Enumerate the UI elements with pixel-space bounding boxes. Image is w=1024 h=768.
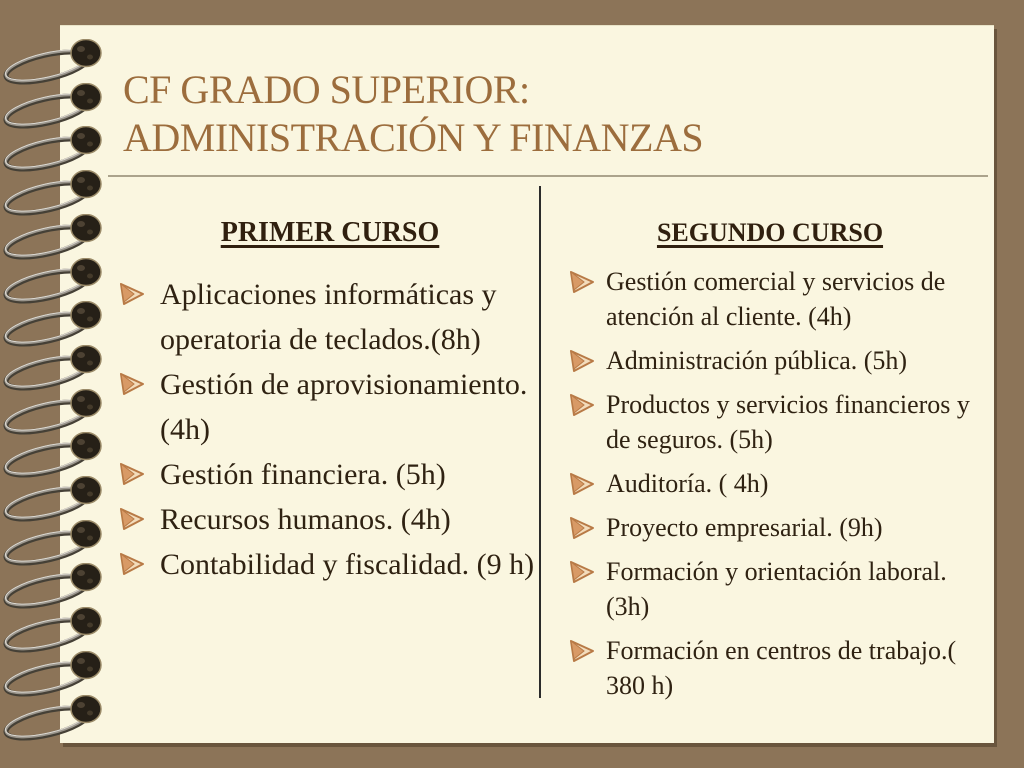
list-item <box>118 452 542 497</box>
list-item <box>118 272 542 362</box>
segundo-curso-list <box>568 264 972 703</box>
list-item-text: Administración pública. (5h) <box>606 346 908 375</box>
arrowhead-bullet-icon <box>118 281 146 307</box>
arrowhead-bullet-icon <box>568 559 596 585</box>
list-item-text: Gestión de aprovisionamiento. (4h) <box>160 368 528 446</box>
list-item-text: Proyecto empresarial. (9h) <box>606 513 883 542</box>
title-divider-rule <box>108 175 988 177</box>
list-item-text: Auditoría. ( 4h) <box>606 469 769 498</box>
slide-title-line2: ADMINISTRACIÓN Y FINANZAS <box>123 115 704 160</box>
notebook-page <box>60 25 994 743</box>
list-item-text: Formación en centros de trabajo.( 380 h) <box>606 636 957 700</box>
arrowhead-bullet-icon <box>568 471 596 497</box>
arrowhead-bullet-icon <box>568 269 596 295</box>
arrowhead-bullet-icon <box>118 461 146 487</box>
list-item-text: Contabilidad y fiscalidad. (9 h) <box>160 548 535 581</box>
list-item-text: Formación y orientación laboral. (3h) <box>606 557 947 621</box>
list-item <box>118 542 542 587</box>
column-primer-curso <box>118 216 542 587</box>
primer-curso-list <box>118 272 542 587</box>
slide-title <box>123 66 703 162</box>
arrowhead-bullet-icon <box>568 515 596 541</box>
list-item <box>118 497 542 542</box>
column-segundo-curso <box>568 216 972 712</box>
list-item <box>568 554 972 624</box>
arrowhead-bullet-icon <box>118 371 146 397</box>
list-item <box>118 362 542 452</box>
arrowhead-bullet-icon <box>568 392 596 418</box>
column-header-segundo-curso: SEGUNDO CURSO <box>656 218 884 247</box>
list-item <box>568 633 972 703</box>
arrowhead-bullet-icon <box>118 551 146 577</box>
list-item <box>568 264 972 334</box>
list-item <box>568 387 972 457</box>
list-item <box>568 466 972 501</box>
list-item-text: Gestión financiera. (5h) <box>160 458 446 491</box>
list-item-text: Productos y servicios financieros y de seguros. (5h) <box>606 390 970 454</box>
list-item-text: Recursos humanos. (4h) <box>160 503 451 536</box>
list-item-text: Gestión comercial y servicios de atención al cliente. (4h) <box>606 267 946 331</box>
column-header-primer-curso: PRIMER CURSO <box>220 217 440 248</box>
arrowhead-bullet-icon <box>568 348 596 374</box>
list-item <box>568 510 972 545</box>
slide-title-line1: CF GRADO SUPERIOR: <box>123 67 530 112</box>
list-item <box>568 343 972 378</box>
arrowhead-bullet-icon <box>568 638 596 664</box>
list-item-text: Aplicaciones informáticas y operatoria de teclados.(8h) <box>160 278 497 356</box>
arrowhead-bullet-icon <box>118 506 146 532</box>
